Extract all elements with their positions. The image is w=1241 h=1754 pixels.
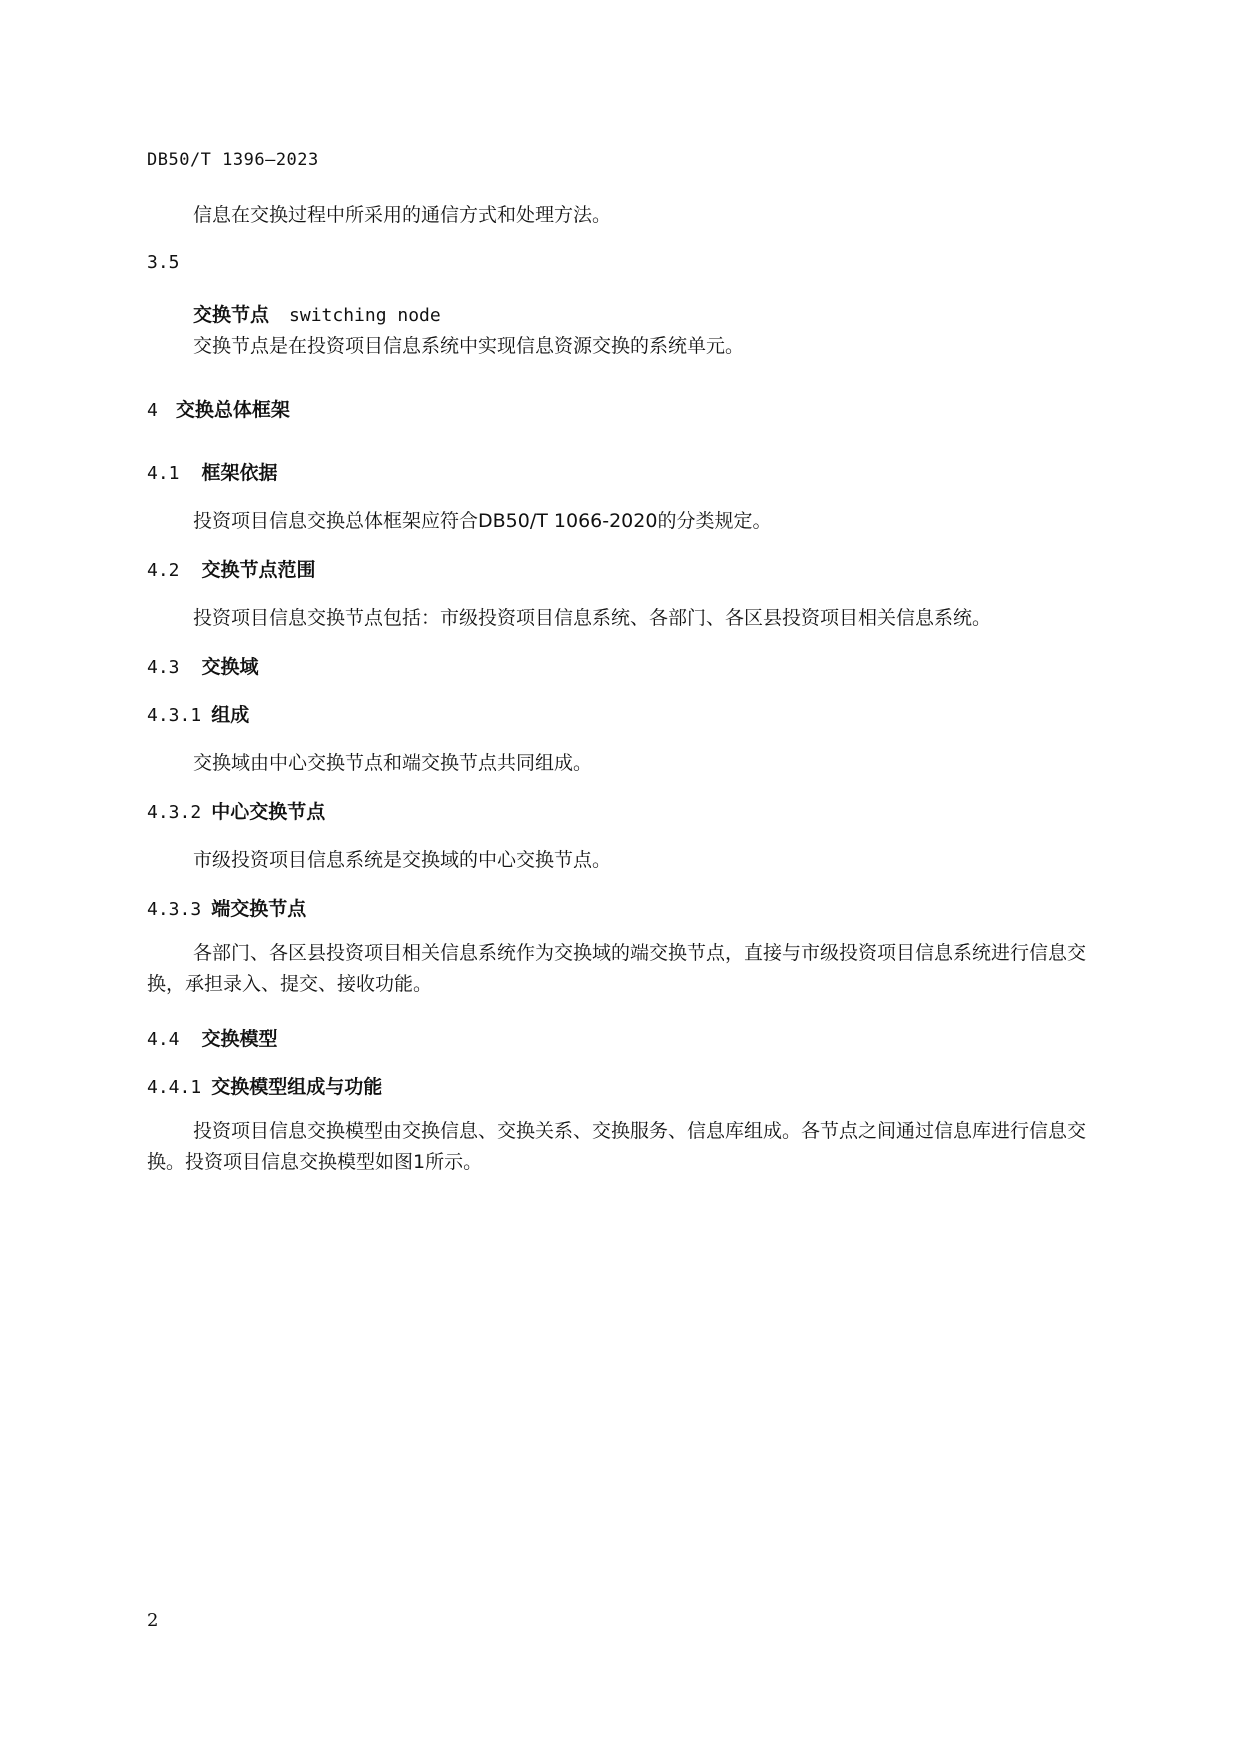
section-number: 4.3.2 [147,802,202,823]
section-heading-4-3 [147,652,259,679]
term-entry [193,300,441,327]
term-chinese: 交换节点 [193,304,270,326]
section-number: 4.3.3 [147,899,202,920]
section-title: 组成 [211,704,250,726]
section-title: 框架依据 [201,462,278,484]
section-heading-4-1 [147,458,278,485]
paragraph-4-1: 投资项目信息交换总体框架应符合DB50/T 1066-2020的分类规定。 [193,510,772,532]
paragraph-3-4-tail: 信息在交换过程中所采用的通信方式和处理方法。 [193,204,612,226]
section-number: 4.4 [147,1029,180,1050]
section-heading-4 [147,395,290,422]
paragraph-4-4-1: 投资项目信息交换模型由交换信息、交换关系、交换服务、信息库组成。各节点之间通过信息库进行信息交换。投资项目信息交换模型如图1所示。 [147,1120,1087,1173]
section-heading-4-3-3 [147,894,306,921]
section-title: 中心交换节点 [211,801,326,823]
section-heading-4-4-1 [147,1072,382,1099]
page-number: 2 [147,1610,159,1631]
section-number: 4.3 [147,657,180,678]
paragraph-4-3-1: 交换域由中心交换节点和端交换节点共同组成。 [193,752,593,774]
paragraph-4-3-2: 市级投资项目信息系统是交换域的中心交换节点。 [193,849,612,871]
paragraph-4-3-3: 各部门、各区县投资项目相关信息系统作为交换域的端交换节点，直接与市级投资项目信息系统进行信息交换，承担录入、提交、接收功能。 [147,942,1087,995]
section-title: 交换节点范围 [201,559,316,581]
section-title: 交换域 [201,656,259,678]
section-heading-4-3-1 [147,700,249,727]
paragraph-4-2: 投资项目信息交换节点包括：市级投资项目信息系统、各部门、各区县投资项目相关信息系统。 [193,607,992,629]
section-title: 交换模型组成与功能 [211,1076,383,1098]
section-title: 交换总体框架 [175,399,290,421]
section-number: 4.4.1 [147,1077,202,1098]
section-title: 端交换节点 [211,898,307,920]
section-heading-4-3-2 [147,797,325,824]
clause-number-3-5: 3.5 [147,252,180,273]
section-number: 4 [147,400,158,421]
section-heading-4-4 [147,1024,278,1051]
term-english: switching node [289,305,441,326]
section-heading-4-2 [147,555,316,582]
section-number: 4.1 [147,463,180,484]
section-number: 4.2 [147,560,180,581]
section-title: 交换模型 [201,1028,278,1050]
section-number: 4.3.1 [147,705,202,726]
term-definition: 交换节点是在投资项目信息系统中实现信息资源交换的系统单元。 [193,335,745,357]
document-code: DB50/T 1396—2023 [147,150,319,170]
